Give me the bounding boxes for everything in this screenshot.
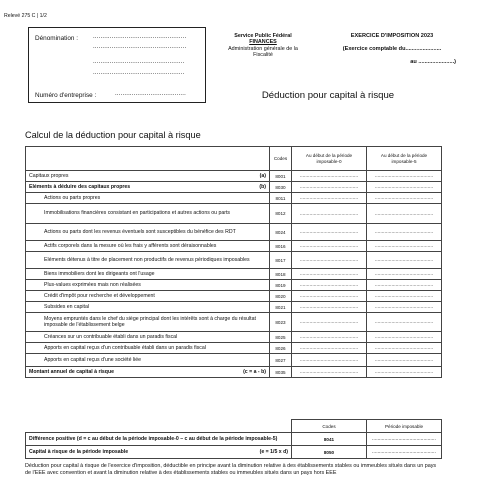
row-label-text: Apports en capital reçus d'une société liée [44, 356, 142, 363]
row-label [26, 332, 270, 343]
value-field-period-0[interactable]: .......................................... [292, 354, 367, 367]
result-label [26, 433, 292, 446]
row-label-text: Plus-values exprimées mais non réalisées [44, 281, 141, 288]
value-field-period-5[interactable]: .......................................... [367, 302, 442, 313]
value-field-period-0[interactable]: .......................................... [292, 269, 367, 280]
table-row [26, 252, 442, 269]
row-label-suffix: (c = a - b) [243, 368, 266, 375]
enterprise-number-field[interactable]: ...................................... [115, 91, 186, 97]
exercise-block [322, 33, 462, 65]
value-field-period-5[interactable]: .......................................... [367, 269, 442, 280]
value-field-period-0[interactable]: .......................................... [292, 204, 367, 224]
row-label [26, 343, 270, 354]
page-reference: Relevé 275 C | 1/2 [4, 13, 47, 19]
agency-line-3: Administration générale de la [228, 45, 298, 52]
value-field-period-0[interactable]: .......................................... [292, 367, 367, 378]
row-code: 8025 [270, 332, 292, 343]
value-field-period-5[interactable]: .......................................... [367, 313, 442, 332]
value-field-period-0[interactable]: .......................................... [292, 241, 367, 252]
value-field-period-0[interactable]: .......................................... [292, 332, 367, 343]
row-label-text: Capitaux propres [29, 172, 69, 179]
row-label [26, 171, 270, 182]
table-header-row [26, 147, 442, 171]
result-table [25, 419, 442, 459]
table-row [26, 204, 442, 224]
table-row [26, 224, 442, 241]
result-code: 8050 [292, 446, 367, 459]
row-code: 8024 [270, 224, 292, 241]
agency-line-4: Fiscalité [253, 52, 273, 59]
value-field-period-0[interactable]: .......................................... [292, 291, 367, 302]
row-label [26, 182, 270, 193]
row-label-text: Biens immobiliers dont les dirigeants ont l'usage [44, 270, 155, 277]
row-label [26, 224, 270, 241]
result-label-wrap [29, 436, 288, 442]
value-field-period-0[interactable]: .......................................... [292, 182, 367, 193]
table-row [26, 332, 442, 343]
value-field-period-5[interactable]: .......................................... [367, 354, 442, 367]
identification-box [28, 27, 206, 103]
row-code: 8026 [270, 343, 292, 354]
result-label-wrap [29, 449, 288, 455]
row-label-wrap [44, 271, 266, 277]
row-code: 8018 [270, 269, 292, 280]
row-code: 8017 [270, 252, 292, 269]
header-start-period-5: Au début de la période imposable-5 [367, 147, 442, 171]
agency-block [212, 33, 314, 59]
row-label-text: Créances sur un contribuable établi dans un paradis fiscal [44, 333, 178, 340]
row-label-wrap [44, 257, 266, 263]
agency-line-2: FINANCES [249, 39, 277, 46]
value-field-period-5[interactable]: .......................................... [367, 252, 442, 269]
row-label [26, 252, 270, 269]
result-header-blank [270, 420, 292, 433]
value-field-period-0[interactable]: .......................................... [292, 252, 367, 269]
row-label-wrap [44, 243, 266, 249]
table-row [26, 193, 442, 204]
result-header-blank [26, 420, 270, 433]
value-field-period-5[interactable]: .......................................... [367, 241, 442, 252]
row-label-text: Immobilisations financières consistant en participations et autres actions ou parts [44, 210, 230, 217]
table-row [26, 302, 442, 313]
row-label [26, 313, 270, 332]
table-row [26, 280, 442, 291]
row-code: 8023 [270, 313, 292, 332]
denomination-line-2[interactable]: .................................................. [93, 44, 187, 50]
row-code: 8035 [270, 367, 292, 378]
row-code: 8020 [270, 291, 292, 302]
row-label-text: Actifs corporels dans la mesure où les frais y afférents sont déraisonnables [44, 242, 217, 249]
row-label-text: Subsides en capital [44, 303, 89, 310]
enterprise-number-label: Numéro d'entreprise : [35, 92, 97, 99]
value-field-period-0[interactable]: .......................................... [292, 280, 367, 291]
row-label-wrap [29, 369, 266, 375]
row-label-text: Crédit d'impôt pour recherche et développement [44, 292, 155, 299]
row-label-wrap [44, 229, 266, 235]
value-field-period-5[interactable]: .......................................... [367, 224, 442, 241]
value-field-period-5[interactable]: .......................................... [367, 291, 442, 302]
result-value-field[interactable]: .............................................. [367, 433, 442, 446]
row-label-wrap [44, 304, 266, 310]
row-code: 8027 [270, 354, 292, 367]
notes-paragraph: Déduction pour capital à risque de l'exercice d'imposition, déductible en principe avant la diminution relative à des établissements stables ou immeubles situés dans un pays de l'EEE avec convention et avant la diminution relative à des établissements stables ou immeubles situés dans un pays hors EEE [25, 463, 437, 476]
result-header-row [26, 420, 442, 433]
result-header-codes: Codes [292, 420, 367, 433]
value-field-period-0[interactable]: .......................................... [292, 302, 367, 313]
row-label [26, 354, 270, 367]
row-label-wrap [44, 195, 266, 201]
denomination-line-1[interactable]: .................................................. [93, 34, 187, 40]
result-row [26, 433, 442, 446]
table-row [26, 171, 442, 182]
row-label-suffix: (a) [259, 172, 266, 179]
row-label [26, 269, 270, 280]
result-code: 8041 [292, 433, 367, 446]
row-label-text: Apports en capital reçus d'un contribuable établi dans un paradis fiscal [44, 344, 206, 351]
row-label-text: Moyens empruntés dans le chef du siège principal dont les intérêts sont à charge du résultat imposable de l'établissement belge [44, 315, 256, 328]
row-label-wrap [44, 210, 266, 216]
row-code: 8012 [270, 204, 292, 224]
table-row [26, 343, 442, 354]
row-code: 8021 [270, 302, 292, 313]
denomination-line-4[interactable]: ................................................. [93, 70, 185, 76]
result-label-text: Différence positive (d = c au début de la période imposable-0 – c au début de la période imposable-5) [29, 436, 278, 442]
table-row [26, 291, 442, 302]
table-row [26, 241, 442, 252]
denomination-line-3[interactable]: ................................................. [93, 59, 185, 65]
row-label-wrap [44, 334, 266, 340]
section-title: Calcul de la déduction pour capital à risque [25, 130, 201, 140]
table-row [26, 354, 442, 367]
row-label-suffix: (b) [259, 183, 266, 190]
row-label-text: Eléments détenus à titre de placement non productifs de revenus périodiques imposables [44, 256, 250, 263]
header-label-cell [26, 147, 270, 171]
value-field-period-0[interactable]: .......................................... [292, 343, 367, 354]
value-field-period-5[interactable]: .......................................... [367, 367, 442, 378]
row-label-wrap [44, 282, 266, 288]
value-field-period-5[interactable]: .......................................... [367, 182, 442, 193]
value-field-period-5[interactable]: .......................................... [367, 171, 442, 182]
row-label-wrap [29, 173, 266, 179]
header-start-period-0: Au début de la période imposable-0 [292, 147, 367, 171]
value-field-period-5[interactable]: .......................................... [367, 332, 442, 343]
row-label [26, 204, 270, 224]
row-label-text: Actions ou parts propres [44, 194, 101, 201]
result-row [26, 446, 442, 459]
calculation-table [25, 146, 442, 378]
header-codes: Codes [270, 147, 292, 171]
exercise-period-from[interactable]: (Exercice comptable du....................... [342, 45, 442, 52]
row-label [26, 291, 270, 302]
row-code: 8001 [270, 171, 292, 182]
denomination-label: Dénomination : [35, 35, 78, 42]
value-field-period-0[interactable]: .......................................... [292, 224, 367, 241]
row-label [26, 241, 270, 252]
row-code: 8016 [270, 241, 292, 252]
row-code: 8019 [270, 280, 292, 291]
agency-line-1: Service Public Fédéral [234, 33, 292, 39]
row-label-text: Actions ou parts dont les revenus éventuels sont susceptibles du bénéfice des RDT [44, 228, 236, 235]
row-label-text: Montant annuel de capital à risque [29, 368, 115, 375]
result-label-suffix: (e = 1/5 x d) [259, 449, 288, 455]
row-label-wrap [44, 345, 266, 351]
row-code: 8030 [270, 182, 292, 193]
value-field-period-0[interactable]: .......................................... [292, 313, 367, 332]
document-title: Déduction pour capital à risque [261, 90, 395, 101]
table-row [26, 367, 442, 378]
row-label [26, 302, 270, 313]
result-value-field[interactable]: .............................................. [367, 446, 442, 459]
table-row [26, 182, 442, 193]
row-label-wrap [29, 184, 266, 190]
row-label [26, 280, 270, 291]
value-field-period-5[interactable]: .......................................... [367, 343, 442, 354]
row-label [26, 367, 270, 378]
row-label [26, 193, 270, 204]
exercise-title: EXERCICE D'IMPOSITION 2023 [350, 33, 434, 39]
value-field-period-5[interactable]: .......................................... [367, 204, 442, 224]
value-field-period-0[interactable]: .......................................... [292, 171, 367, 182]
table-row [26, 313, 442, 332]
table-row [26, 269, 442, 280]
exercise-period-to[interactable]: au .......................) [410, 58, 456, 65]
result-label [26, 446, 292, 459]
row-label-wrap [44, 316, 266, 328]
row-label-text: Eléments à déduire des capitaux propres [29, 183, 131, 190]
row-label-wrap [44, 293, 266, 299]
value-field-period-5[interactable]: .......................................... [367, 193, 442, 204]
row-label-wrap [44, 357, 266, 363]
value-field-period-5[interactable]: .......................................... [367, 280, 442, 291]
value-field-period-0[interactable]: .......................................... [292, 193, 367, 204]
result-header-period: Période imposable [367, 420, 442, 433]
result-label-text: Capital à risque de la période imposable [29, 449, 129, 455]
row-code: 8011 [270, 193, 292, 204]
